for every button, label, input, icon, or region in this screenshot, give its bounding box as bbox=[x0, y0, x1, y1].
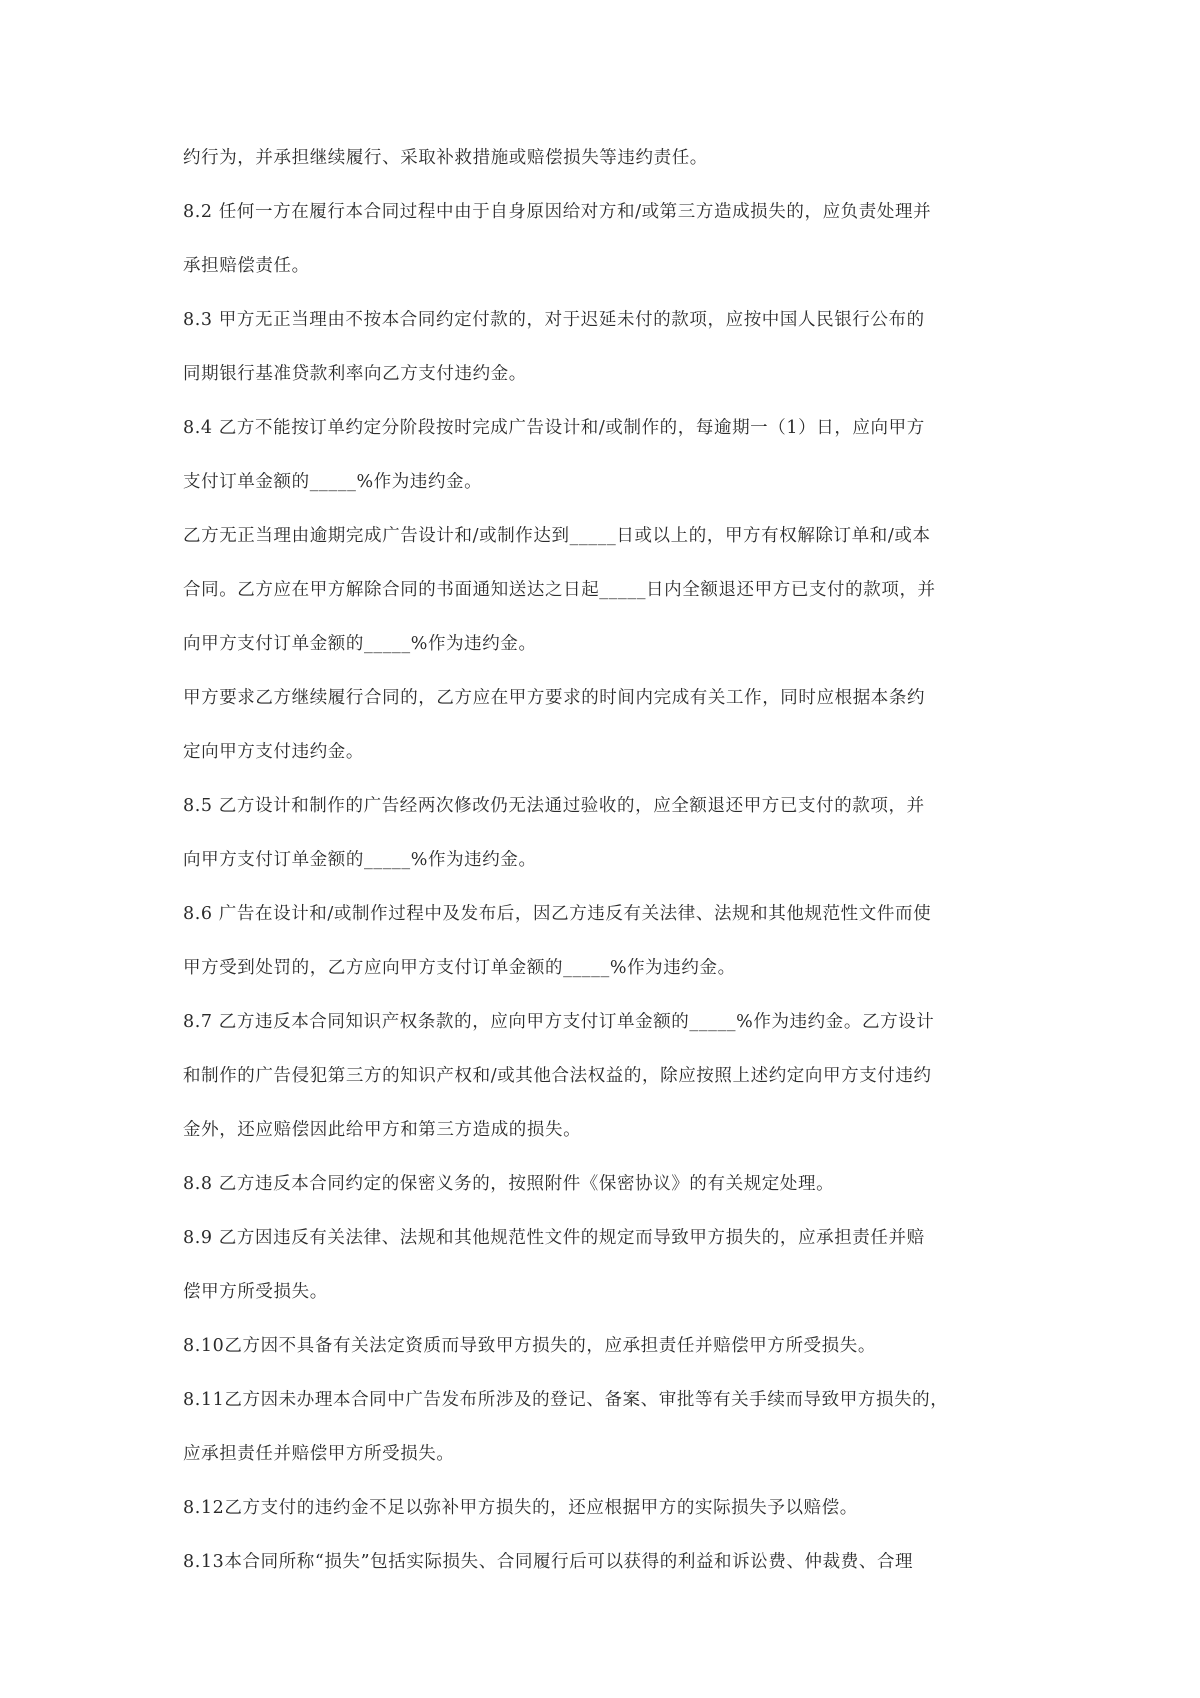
text-line: 8.11乙方因未办理本合同中广告发布所涉及的登记、备案、审批等有关手续而导致甲方损失的， bbox=[183, 1390, 949, 1410]
text-line: 甲方要求乙方继续履行合同的，乙方应在甲方要求的时间内完成有关工作，同时应根据本条约 bbox=[183, 688, 926, 708]
text-line: 8.5 乙方设计和制作的广告经两次修改仍无法通过验收的，应全额退还甲方已支付的款项，并 bbox=[183, 796, 925, 816]
text-line: 8.2 任何一方在履行本合同过程中由于自身原因给对方和/或第三方造成损失的，应负责处理并 bbox=[183, 202, 932, 222]
text-line: 向甲方支付订单金额的_____%作为违约金。 bbox=[183, 850, 537, 870]
text-line: 8.4 乙方不能按订单约定分阶段按时完成广告设计和/或制作的，每逾期一（1）日，应向甲方 bbox=[183, 418, 925, 438]
text-line: 乙方无正当理由逾期完成广告设计和/或制作达到_____日或以上的，甲方有权解除订单和/或本 bbox=[183, 526, 931, 546]
text-line: 8.12乙方支付的违约金不足以弥补甲方损失的，还应根据甲方的实际损失予以赔偿。 bbox=[183, 1498, 858, 1518]
text-line: 8.10乙方因不具备有关法定资质而导致甲方损失的，应承担责任并赔偿甲方所受损失。 bbox=[183, 1336, 876, 1356]
text-line: 甲方受到处罚的，乙方应向甲方支付订单金额的_____%作为违约金。 bbox=[183, 958, 736, 978]
text-line: 8.6 广告在设计和/或制作过程中及发布后，因乙方违反有关法律、法规和其他规范性文件而使 bbox=[183, 904, 932, 924]
contract-text-body bbox=[183, 144, 1028, 1602]
text-line: 8.8 乙方违反本合同约定的保密义务的，按照附件《保密协议》的有关规定处理。 bbox=[183, 1174, 835, 1194]
text-line: 8.13本合同所称“损失”包括实际损失、合同履行后可以获得的利益和诉讼费、仲裁费、合理 bbox=[183, 1552, 914, 1572]
text-line: 偿甲方所受损失。 bbox=[183, 1282, 328, 1302]
text-line: 应承担责任并赔偿甲方所受损失。 bbox=[183, 1444, 455, 1464]
text-line: 8.7 乙方违反本合同知识产权条款的，应向甲方支付订单金额的_____%作为违约金。乙方设计 bbox=[183, 1012, 935, 1032]
text-line: 8.9 乙方因违反有关法律、法规和其他规范性文件的规定而导致甲方损失的，应承担责任并赔 bbox=[183, 1228, 925, 1248]
text-line: 8.3 甲方无正当理由不按本合同约定付款的，对于迟延未付的款项，应按中国人民银行公布的 bbox=[183, 310, 925, 330]
text-line: 和制作的广告侵犯第三方的知识产权和/或其他合法权益的，除应按照上述约定向甲方支付违约 bbox=[183, 1066, 932, 1086]
text-line: 约行为，并承担继续履行、采取补救措施或赔偿损失等违约责任。 bbox=[183, 148, 708, 168]
text-line: 支付订单金额的_____%作为违约金。 bbox=[183, 472, 483, 492]
text-line: 合同。乙方应在甲方解除合同的书面通知送达之日起_____日内全额退还甲方已支付的款项，并 bbox=[183, 580, 936, 600]
text-line: 同期银行基准贷款利率向乙方支付违约金。 bbox=[183, 364, 527, 384]
text-line: 承担赔偿责任。 bbox=[183, 256, 310, 276]
text-line: 向甲方支付订单金额的_____%作为违约金。 bbox=[183, 634, 537, 654]
text-line: 金外，还应赔偿因此给甲方和第三方造成的损失。 bbox=[183, 1120, 582, 1140]
text-line: 定向甲方支付违约金。 bbox=[183, 742, 364, 762]
